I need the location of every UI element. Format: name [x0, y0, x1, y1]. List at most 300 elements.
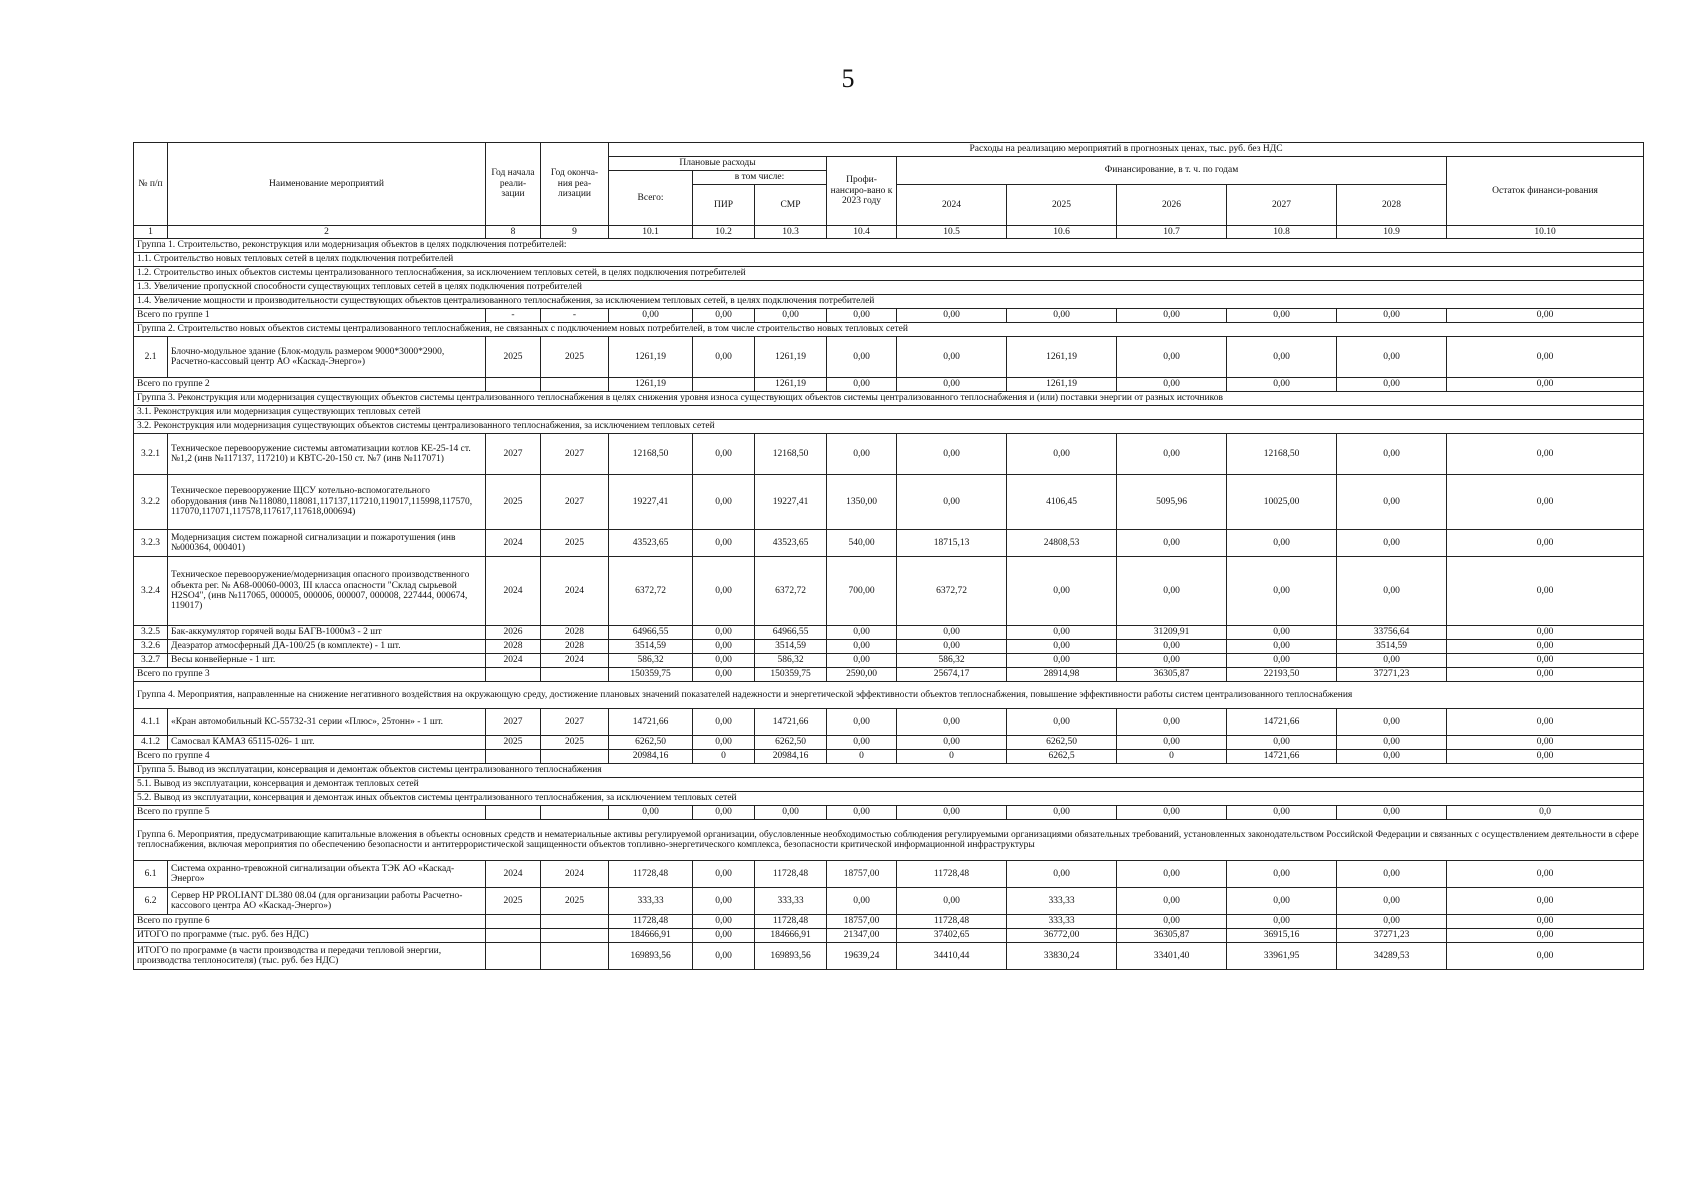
cell: 0,00: [1447, 888, 1644, 915]
table-row: [134, 337, 1644, 378]
row-number: 3.2.5: [134, 626, 168, 640]
cell: 6372,72: [897, 557, 1007, 626]
subgroup-heading: 5.2. Вывод из эксплуатации, консервация и демонтаж иных объектов системы централизованного теплоснабжения, за исключением тепловых сетей: [134, 792, 1644, 806]
cell: 19639,24: [827, 943, 897, 970]
header-year: 2028: [1337, 185, 1447, 226]
row-name: Модернизация систем пожарной сигнализации и пожаротушения (инв №000364, 000401): [168, 530, 486, 557]
table-row: [134, 557, 1644, 626]
cell: 0,00: [897, 709, 1007, 736]
cell: 0,00: [1227, 861, 1337, 888]
cell: 0,00: [1337, 709, 1447, 736]
table-row: [134, 434, 1644, 475]
cell: 2027: [486, 709, 541, 736]
cell: 1261,19: [1007, 337, 1117, 378]
cell: 0,00: [1117, 378, 1227, 392]
row-name: «Кран автомобильный КС-55732-31 серии «Плюс», 25тонн» - 1 шт.: [168, 709, 486, 736]
cell: 0,00: [1337, 378, 1447, 392]
cell: 2028: [486, 640, 541, 654]
column-number: 10.6: [1007, 226, 1117, 239]
column-number: 10.8: [1227, 226, 1337, 239]
cell: 0,00: [1117, 654, 1227, 668]
cell: 0,00: [693, 640, 755, 654]
cell: 0,00: [827, 337, 897, 378]
cell: 0,00: [693, 943, 755, 970]
cell: 0,00: [827, 709, 897, 736]
cell: 2024: [541, 557, 609, 626]
cell: 0,00: [1447, 736, 1644, 750]
table-row: [134, 640, 1644, 654]
header-remainder: Остаток финанси-рования: [1447, 157, 1644, 226]
cell: [541, 668, 609, 682]
cell: 586,32: [609, 654, 693, 668]
row-number: 2.1: [134, 337, 168, 378]
row-name: Самосвал КАМАЗ 65115-026- 1 шт.: [168, 736, 486, 750]
cell: 0,00: [1007, 709, 1117, 736]
cell: 2024: [541, 654, 609, 668]
cell: 0,00: [693, 709, 755, 736]
cell: 0,00: [1227, 736, 1337, 750]
cell: 0,00: [1447, 475, 1644, 530]
cell: 33401,40: [1117, 943, 1227, 970]
cell: 2025: [486, 736, 541, 750]
row-number: 3.2.2: [134, 475, 168, 530]
cell: [486, 668, 541, 682]
group-heading: Группа 5. Вывод из эксплуатации, консервация и демонтаж объектов системы централизованного теплоснабжения: [134, 764, 1644, 778]
cell: 0,00: [693, 861, 755, 888]
cell: 20984,16: [609, 750, 693, 764]
cell: 0,00: [1337, 434, 1447, 475]
cell: 150359,75: [609, 668, 693, 682]
cell: [693, 378, 755, 392]
cell: 0,00: [827, 654, 897, 668]
cell: 0,00: [693, 888, 755, 915]
row-number: 4.1.2: [134, 736, 168, 750]
cell: 2025: [486, 337, 541, 378]
row-number: 6.1: [134, 861, 168, 888]
row-name: Техническое перевооружение системы автоматизации котлов КЕ-25-14 ст. №1,2 (инв №117137, 117210) и КВТС-20-150 ст. №7 (инв №117071): [168, 434, 486, 475]
cell: 0,00: [693, 915, 755, 929]
cell: [486, 915, 541, 929]
table-row: [134, 861, 1644, 888]
cell: 64966,55: [755, 626, 827, 640]
header-num: № п/п: [134, 143, 168, 226]
group-total-row: [134, 806, 1644, 820]
group-heading: Группа 1. Строительство, реконструкция или модернизация объектов в целях подключения потребителей:: [134, 239, 1644, 253]
cell: [541, 806, 609, 820]
cell: 0,00: [1337, 337, 1447, 378]
subgroup-heading: 3.2. Реконструкция или модернизация существующих объектов системы централизованного теплоснабжения, за исключением тепловых сетей: [134, 420, 1644, 434]
row-name: Сервер HP PROLIANT DL380 08.04 (для организации работы Расчетно-кассового центра АО «Каскад-Энерго»): [168, 888, 486, 915]
table-row: [134, 888, 1644, 915]
cell: 34410,44: [897, 943, 1007, 970]
cell: 36305,87: [1117, 668, 1227, 682]
cell: 0,00: [1337, 475, 1447, 530]
cell: 184666,91: [755, 929, 827, 943]
cell: 0,00: [1447, 861, 1644, 888]
cell: 0,00: [897, 475, 1007, 530]
cell: 0,00: [1227, 530, 1337, 557]
cell: 11728,48: [897, 861, 1007, 888]
cell: 0,00: [1227, 309, 1337, 323]
cell: 3514,59: [609, 640, 693, 654]
cell: 0,00: [1337, 915, 1447, 929]
header-year-start: Год начала реали-зации: [486, 143, 541, 226]
cell: 0,00: [1117, 337, 1227, 378]
cell: 0,00: [755, 309, 827, 323]
cell: 14721,66: [609, 709, 693, 736]
cell: 11728,48: [897, 915, 1007, 929]
cell: 25674,17: [897, 668, 1007, 682]
column-number: 10.7: [1117, 226, 1227, 239]
cell: 0,00: [1007, 654, 1117, 668]
group-heading: Группа 6. Мероприятия, предусматривающие капитальные вложения в объекты основных средств и нематериальные активы регулируемой организации, обусловленные необходимостью соблюдения регулируемыми организациями обязательных требований, установленных законодательством Российской Федерации и связанных с осуществлением деятельности в сфере теплоснабжения, включая мероприятия по обеспечению безопасности и антитеррористической защищенности объектов топливно-энергетического комплекса, безопасности критической информационной инфраструктуры: [134, 820, 1644, 861]
cell: 64966,55: [609, 626, 693, 640]
cell: 2027: [541, 709, 609, 736]
group-heading: Группа 4. Мероприятия, направленные на снижение негативного воздействия на окружающую среду, достижение плановых значений показателей надежности и энергетической эффективности объектов теплоснабжения, повышение эффективности работы систем централизованного теплоснабжения: [134, 682, 1644, 709]
cell: 0,00: [1447, 943, 1644, 970]
header-smr: СМР: [755, 185, 827, 226]
group-total-row: [134, 915, 1644, 929]
cell: 0,00: [1447, 378, 1644, 392]
cell: 1350,00: [827, 475, 897, 530]
cell: 1261,19: [609, 378, 693, 392]
cell: 0,00: [1447, 654, 1644, 668]
cell: 586,32: [897, 654, 1007, 668]
cell: 10025,00: [1227, 475, 1337, 530]
cell: 0,00: [1227, 640, 1337, 654]
cell: 150359,75: [755, 668, 827, 682]
cell: 0,00: [1337, 861, 1447, 888]
cell: 3514,59: [1337, 640, 1447, 654]
cell: 586,32: [755, 654, 827, 668]
cell: 19227,41: [755, 475, 827, 530]
cell: 0,00: [1337, 309, 1447, 323]
cell: 0,00: [693, 475, 755, 530]
header-year: 2027: [1227, 185, 1337, 226]
header-year: 2025: [1007, 185, 1117, 226]
cell: 0,00: [1337, 557, 1447, 626]
header-year-end: Год оконча-ния реа-лизации: [541, 143, 609, 226]
cell: 0,00: [609, 806, 693, 820]
cell: 0,00: [1227, 626, 1337, 640]
cell: 1261,19: [755, 337, 827, 378]
cell: 0,00: [1117, 915, 1227, 929]
cell: 43523,65: [755, 530, 827, 557]
cell: 0,00: [897, 736, 1007, 750]
row-name: Бак-аккумулятор горячей воды БАГВ-1000м3 - 2 шт: [168, 626, 486, 640]
cell: 540,00: [827, 530, 897, 557]
cell: 6262,50: [1007, 736, 1117, 750]
cell: 0,00: [827, 378, 897, 392]
cell: 2025: [486, 475, 541, 530]
table-row: [134, 736, 1644, 750]
subgroup-heading: 1.3. Увеличение пропускной способности существующих тепловых сетей в целях подключения потребителей: [134, 281, 1644, 295]
cell: 4106,45: [1007, 475, 1117, 530]
cell: 0,00: [693, 668, 755, 682]
cell: [486, 929, 541, 943]
cell: 2024: [486, 861, 541, 888]
cell: 0,00: [1337, 750, 1447, 764]
cell: 6262,5: [1007, 750, 1117, 764]
cell: 19227,41: [609, 475, 693, 530]
cell: 1261,19: [755, 378, 827, 392]
cell: 0,00: [827, 806, 897, 820]
cell: 0,00: [693, 309, 755, 323]
cell: 0,00: [1007, 626, 1117, 640]
cell: 2024: [486, 654, 541, 668]
cell: 11728,48: [609, 915, 693, 929]
cell: 0,00: [897, 640, 1007, 654]
header-expenses-title: Расходы на реализацию мероприятий в прогнозных ценах, тыс. руб. без НДС: [609, 143, 1644, 157]
cell: 37402,65: [897, 929, 1007, 943]
cell: 11728,48: [755, 915, 827, 929]
row-name: Блочно-модульное здание (Блок-модуль размером 9000*3000*2900, Расчетно-кассовый центр АО «Каскад-Энерго»): [168, 337, 486, 378]
cell: 2028: [541, 640, 609, 654]
cell: 0,00: [693, 557, 755, 626]
cell: 24808,53: [1007, 530, 1117, 557]
cell: 2025: [541, 530, 609, 557]
cell: 6372,72: [755, 557, 827, 626]
cell: 0,00: [897, 888, 1007, 915]
column-number: 1: [134, 226, 168, 239]
row-number: 3.2.3: [134, 530, 168, 557]
header-total: Всего:: [609, 171, 693, 226]
cell: 2024: [541, 861, 609, 888]
cell: 3514,59: [755, 640, 827, 654]
cell: 0,00: [897, 434, 1007, 475]
column-number: 10.5: [897, 226, 1007, 239]
cell: 0,00: [1117, 557, 1227, 626]
cell: 28914,98: [1007, 668, 1117, 682]
row-number: 3.2.6: [134, 640, 168, 654]
cell: 2024: [486, 557, 541, 626]
cell: 0,00: [827, 640, 897, 654]
row-number: 3.2.4: [134, 557, 168, 626]
cell: 0,00: [1007, 806, 1117, 820]
table-row: [134, 654, 1644, 668]
table-row: [134, 475, 1644, 530]
cell: [541, 378, 609, 392]
table-row: [134, 626, 1644, 640]
cell: 21347,00: [827, 929, 897, 943]
group-total-row: [134, 668, 1644, 682]
cell: 0: [897, 750, 1007, 764]
header-name: Наименование мероприятий: [168, 143, 486, 226]
header-year: 2024: [897, 185, 1007, 226]
subgroup-heading: 5.1. Вывод из эксплуатации, консервация и демонтаж тепловых сетей: [134, 778, 1644, 792]
cell: 0,00: [693, 929, 755, 943]
cell: 0,00: [897, 806, 1007, 820]
header-financing: Финансирование, в т. ч. по годам: [897, 157, 1447, 185]
column-number: 8: [486, 226, 541, 239]
subgroup-heading: 1.1. Строительство новых тепловых сетей в целях подключения потребителей: [134, 253, 1644, 267]
row-name: Весы конвейерные - 1 шт.: [168, 654, 486, 668]
cell: 333,33: [1007, 888, 1117, 915]
cell: 37271,23: [1337, 929, 1447, 943]
cell: 700,00: [827, 557, 897, 626]
cell: 0,00: [1227, 806, 1337, 820]
cell: 0,00: [1117, 888, 1227, 915]
cell: 333,33: [609, 888, 693, 915]
cell: 18757,00: [827, 915, 897, 929]
cell: 0,00: [693, 337, 755, 378]
cell: [541, 929, 609, 943]
cell: 0: [693, 750, 755, 764]
column-number: 10.10: [1447, 226, 1644, 239]
group-total-row: [134, 309, 1644, 323]
header-incl: в том числе:: [693, 171, 827, 185]
cell: 0,00: [1117, 861, 1227, 888]
cell: 36915,16: [1227, 929, 1337, 943]
cell: 2027: [541, 475, 609, 530]
cell: 0,0: [1447, 806, 1644, 820]
cell: 0,00: [1447, 709, 1644, 736]
cell: 2027: [541, 434, 609, 475]
cell: [486, 943, 541, 970]
cell: 36772,00: [1007, 929, 1117, 943]
cell: 12168,50: [755, 434, 827, 475]
cell: 169893,56: [609, 943, 693, 970]
cell: 0: [1117, 750, 1227, 764]
cell: 333,33: [1007, 915, 1117, 929]
cell: 31209,91: [1117, 626, 1227, 640]
cell: 0,00: [1337, 530, 1447, 557]
cell: 6262,50: [609, 736, 693, 750]
cell: 0,00: [1447, 309, 1644, 323]
row-name: Техническое перевооружение ЩСУ котельно-вспомогательного оборудования (инв №118080,118081,117137,117210,119017,115998,117570, 117070,117071,117578,117617,117618,000694): [168, 475, 486, 530]
cell: 0: [827, 750, 897, 764]
cell: 0,00: [827, 888, 897, 915]
cell: 0,00: [1117, 434, 1227, 475]
table-row: [134, 530, 1644, 557]
cell: 0,00: [827, 736, 897, 750]
cell: [541, 915, 609, 929]
cell: 11728,48: [609, 861, 693, 888]
cell: 6262,50: [755, 736, 827, 750]
cell: 0,00: [1447, 668, 1644, 682]
cell: 20984,16: [755, 750, 827, 764]
cell: 0,00: [693, 434, 755, 475]
cell: 0,00: [827, 434, 897, 475]
cell: 11728,48: [755, 861, 827, 888]
cell: -: [486, 309, 541, 323]
cell: 18715,13: [897, 530, 1007, 557]
subgroup-heading: 3.1. Реконструкция или модернизация существующих тепловых сетей: [134, 406, 1644, 420]
row-name: Система охранно-тревожной сигнализации объекта ТЭК АО «Каскад-Энерго»: [168, 861, 486, 888]
row-number: 6.2: [134, 888, 168, 915]
cell: 14721,66: [755, 709, 827, 736]
row-label: Всего по группе 2: [134, 378, 486, 392]
row-number: 3.2.1: [134, 434, 168, 475]
cell: 12168,50: [609, 434, 693, 475]
cell: 2024: [486, 530, 541, 557]
page-number: 5: [841, 64, 855, 93]
cell: 43523,65: [609, 530, 693, 557]
cell: [486, 378, 541, 392]
cell: 0,00: [1447, 915, 1644, 929]
cell: 0,00: [1227, 337, 1337, 378]
row-label: ИТОГО по программе (тыс. руб. без НДС): [134, 929, 486, 943]
group-heading: Группа 2. Строительство новых объектов системы централизованного теплоснабжения, не связанных с подключением новых потребителей, в том числе строительство новых тепловых сетей: [134, 323, 1644, 337]
cell: 5095,96: [1117, 475, 1227, 530]
group-total-row: [134, 750, 1644, 764]
cell: 0,00: [1117, 309, 1227, 323]
cell: 184666,91: [609, 929, 693, 943]
cell: 0,00: [1227, 378, 1337, 392]
cell: 2025: [486, 888, 541, 915]
cell: 0,00: [897, 378, 1007, 392]
cell: 12168,50: [1227, 434, 1337, 475]
cell: 0,00: [609, 309, 693, 323]
cell: 0,00: [1117, 530, 1227, 557]
cell: 2590,00: [827, 668, 897, 682]
column-number: 9: [541, 226, 609, 239]
row-label: ИТОГО по программе (в части производства и передачи тепловой энергии, производства теплоносителя) (тыс. руб. без НДС): [134, 943, 486, 970]
cell: 18757,00: [827, 861, 897, 888]
cell: 0,00: [1337, 888, 1447, 915]
row-name: Деаэратор атмосферный ДА-100/25 (в комплекте) - 1 шт.: [168, 640, 486, 654]
header-financed-2023: Профи-нансиро-вано к 2023 году: [827, 157, 897, 226]
cell: 1261,19: [609, 337, 693, 378]
row-label: Всего по группе 4: [134, 750, 486, 764]
cell: -: [541, 309, 609, 323]
cell: 0,00: [1447, 557, 1644, 626]
cell: 37271,23: [1337, 668, 1447, 682]
cell: 33961,95: [1227, 943, 1337, 970]
cell: 0,00: [755, 806, 827, 820]
cell: 1261,19: [1007, 378, 1117, 392]
header-year: 2026: [1117, 185, 1227, 226]
subgroup-heading: 1.4. Увеличение мощности и производительности существующих объектов централизованного теплоснабжения, за исключением тепловых сетей, в целях подключения потребителей: [134, 295, 1644, 309]
cell: 0,00: [693, 654, 755, 668]
row-label: Всего по группе 1: [134, 309, 486, 323]
column-number: 10.3: [755, 226, 827, 239]
row-label: Всего по группе 6: [134, 915, 486, 929]
cell: 169893,56: [755, 943, 827, 970]
cell: 0,00: [1337, 654, 1447, 668]
row-number: 3.2.7: [134, 654, 168, 668]
cell: [486, 806, 541, 820]
cell: 0,00: [1447, 434, 1644, 475]
cell: 2025: [541, 337, 609, 378]
investment-program-table: [133, 142, 1644, 970]
column-number: 10.1: [609, 226, 693, 239]
cell: 0,00: [1117, 640, 1227, 654]
program-total-heat-row: [134, 943, 1644, 970]
cell: 0,00: [1447, 640, 1644, 654]
cell: 0,00: [1117, 709, 1227, 736]
cell: 0,00: [693, 626, 755, 640]
column-number: 2: [168, 226, 486, 239]
cell: 0,00: [693, 530, 755, 557]
cell: 2026: [486, 626, 541, 640]
cell: 0,00: [1337, 806, 1447, 820]
cell: [541, 943, 609, 970]
cell: 0,00: [1007, 640, 1117, 654]
cell: 14721,66: [1227, 750, 1337, 764]
cell: 0,00: [1337, 736, 1447, 750]
cell: [541, 750, 609, 764]
cell: 36305,87: [1117, 929, 1227, 943]
cell: 0,00: [1117, 806, 1227, 820]
cell: 33756,64: [1337, 626, 1447, 640]
cell: 0,00: [693, 806, 755, 820]
cell: 0,00: [1227, 888, 1337, 915]
cell: 0,00: [827, 309, 897, 323]
cell: 6372,72: [609, 557, 693, 626]
cell: 2025: [541, 736, 609, 750]
row-name: Техническое перевооружение/модернизация опасного производственного объекта рег. № А68-00060-0003, III класса опасности "Склад сырьевой H2SO4", (инв №117065, 000005, 000006, 000007, 000008, 227444, 000674, 119017): [168, 557, 486, 626]
